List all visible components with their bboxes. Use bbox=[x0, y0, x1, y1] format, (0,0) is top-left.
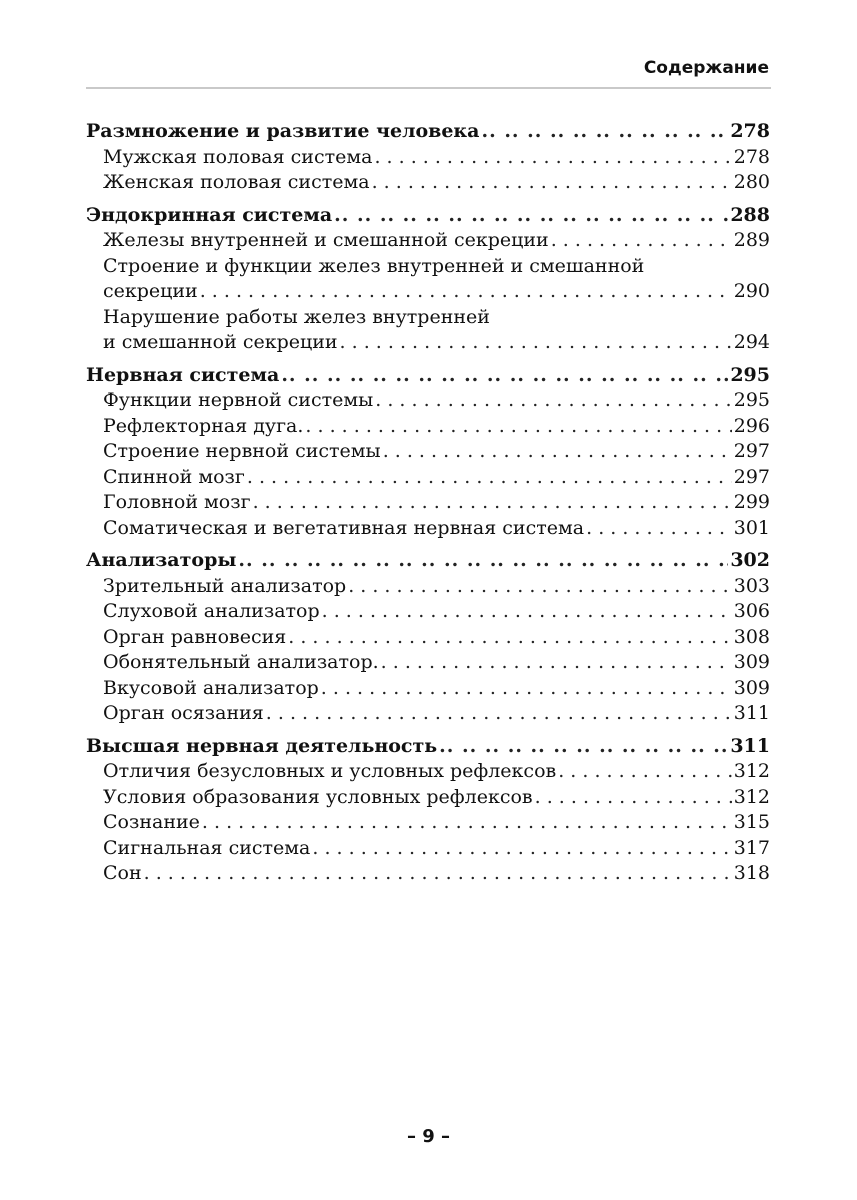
toc-heading-title: Нервная система bbox=[86, 363, 280, 386]
toc-item[interactable] bbox=[86, 490, 770, 516]
toc-item-page: 315 bbox=[733, 811, 770, 833]
dot-leader bbox=[586, 516, 732, 542]
dot-leader bbox=[551, 228, 732, 254]
toc-item[interactable] bbox=[86, 861, 770, 887]
toc-item-page: 278 bbox=[733, 145, 770, 168]
toc-item-title: Рефлекторная дуга. bbox=[103, 414, 304, 437]
toc-item-page: 312 bbox=[733, 760, 770, 782]
toc-heading-page: 311 bbox=[730, 734, 770, 757]
toc-item-page: 306 bbox=[733, 600, 770, 622]
dot-leader bbox=[200, 279, 732, 305]
toc-heading[interactable] bbox=[86, 203, 770, 229]
toc-item-title: Сон bbox=[103, 862, 142, 884]
toc-item-page: 299 bbox=[733, 491, 770, 513]
toc-heading-page: 302 bbox=[730, 549, 770, 571]
toc-item-page: 308 bbox=[733, 625, 770, 648]
toc-item-page: 296 bbox=[733, 414, 770, 437]
toc-item-page: 318 bbox=[733, 862, 770, 884]
toc-item-title: Слуховой анализатор bbox=[103, 600, 320, 622]
toc-heading-page: 295 bbox=[730, 363, 770, 386]
toc-item[interactable] bbox=[86, 676, 770, 702]
header-divider bbox=[86, 87, 771, 89]
toc-heading[interactable] bbox=[86, 548, 770, 574]
toc-item-title: Орган равновесия bbox=[103, 625, 287, 648]
dot-leader bbox=[238, 548, 728, 574]
toc-item[interactable] bbox=[86, 625, 770, 651]
page-number: – 9 – bbox=[406, 1126, 451, 1147]
dot-leader bbox=[202, 810, 732, 836]
table-of-contents bbox=[86, 119, 770, 894]
toc-item-title: секреции bbox=[103, 280, 198, 302]
toc-item-title: Железы внутренней и смешанной секреции bbox=[103, 229, 549, 251]
dot-leader bbox=[322, 599, 732, 625]
toc-item-title: Спинной мозг bbox=[103, 465, 245, 488]
toc-section bbox=[86, 203, 770, 356]
dot-leader bbox=[312, 836, 731, 862]
toc-item-page: 312 bbox=[733, 785, 770, 808]
toc-item[interactable] bbox=[86, 279, 770, 305]
toc-item[interactable] bbox=[86, 785, 770, 811]
toc-heading-title: Эндокринная система bbox=[86, 203, 333, 226]
toc-item-page: 309 bbox=[733, 676, 770, 699]
toc-item-title: Мужская половая система bbox=[103, 145, 373, 168]
toc-section bbox=[86, 363, 770, 542]
toc-section bbox=[86, 734, 770, 887]
dot-leader bbox=[305, 414, 731, 440]
dot-leader bbox=[288, 625, 731, 651]
toc-item-title: Обонятельный анализатор. bbox=[103, 651, 379, 673]
toc-item-page: 297 bbox=[733, 465, 770, 488]
toc-item-title: Сознание bbox=[103, 811, 200, 833]
dot-leader bbox=[253, 490, 732, 516]
toc-item-page: 311 bbox=[733, 702, 770, 724]
dot-leader bbox=[372, 170, 732, 196]
toc-item-page: 294 bbox=[733, 331, 770, 353]
toc-item-page: 289 bbox=[733, 229, 770, 251]
toc-item-title: Зрительный анализатор bbox=[103, 574, 347, 597]
toc-heading-title: Высшая нервная деятельность bbox=[86, 734, 438, 757]
toc-item-title: Головной мозг bbox=[103, 491, 251, 513]
toc-item[interactable] bbox=[86, 414, 770, 440]
toc-item[interactable] bbox=[86, 516, 770, 542]
toc-item[interactable] bbox=[86, 145, 770, 171]
toc-heading-title: Анализаторы bbox=[86, 549, 237, 571]
toc-item-page: 317 bbox=[733, 836, 770, 859]
toc-item[interactable] bbox=[86, 650, 770, 676]
dot-leader bbox=[481, 119, 728, 145]
toc-item[interactable] bbox=[86, 759, 770, 785]
dot-leader bbox=[266, 701, 732, 727]
dot-leader bbox=[247, 465, 732, 491]
toc-item-title: Соматическая и вегетативная нервная система bbox=[103, 516, 585, 539]
toc-heading[interactable] bbox=[86, 734, 770, 760]
dot-leader bbox=[381, 650, 732, 676]
toc-item-page: 295 bbox=[733, 389, 770, 411]
toc-item-page: 290 bbox=[733, 280, 770, 302]
toc-item-title: Строение нервной системы bbox=[103, 440, 381, 462]
dot-leader bbox=[334, 203, 728, 229]
toc-item-title: Сигнальная система bbox=[103, 836, 311, 859]
running-head: Содержание bbox=[643, 58, 769, 78]
dot-leader bbox=[375, 388, 731, 414]
toc-item[interactable] bbox=[86, 439, 770, 465]
toc-item-page: 297 bbox=[733, 440, 770, 462]
toc-item[interactable] bbox=[86, 170, 770, 196]
toc-item[interactable] bbox=[86, 599, 770, 625]
dot-leader bbox=[535, 785, 732, 811]
toc-item-title: Функции нервной системы bbox=[103, 389, 374, 411]
toc-item-title-line: Строение и функции желез внутренней и смешанной bbox=[103, 254, 645, 277]
toc-item[interactable] bbox=[86, 330, 770, 356]
dot-leader bbox=[348, 574, 732, 600]
toc-heading-page: 278 bbox=[730, 120, 770, 142]
toc-heading[interactable] bbox=[86, 119, 770, 145]
dot-leader bbox=[558, 759, 732, 785]
toc-item-title: и смешанной секреции bbox=[103, 331, 338, 353]
toc-item[interactable] bbox=[86, 228, 770, 254]
toc-item[interactable] bbox=[86, 836, 770, 862]
toc-item-title: Вкусовой анализатор bbox=[103, 676, 319, 699]
toc-item[interactable] bbox=[86, 465, 770, 491]
dot-leader bbox=[383, 439, 732, 465]
toc-heading-page: 288 bbox=[730, 203, 770, 226]
toc-item[interactable] bbox=[86, 574, 770, 600]
toc-item[interactable] bbox=[86, 810, 770, 836]
toc-heading[interactable] bbox=[86, 363, 770, 389]
dot-leader bbox=[321, 676, 732, 702]
toc-item-page: 309 bbox=[733, 651, 770, 673]
dot-leader bbox=[439, 734, 728, 760]
toc-section bbox=[86, 548, 770, 727]
dot-leader bbox=[281, 363, 728, 389]
toc-item-title: Орган осязания bbox=[103, 702, 264, 724]
toc-item-title: Условия образования условных рефлексов bbox=[103, 785, 533, 808]
toc-item-page: 280 bbox=[733, 171, 770, 193]
toc-item[interactable] bbox=[86, 388, 770, 414]
toc-heading-title: Размножение и развитие человека bbox=[86, 120, 480, 142]
dot-leader bbox=[340, 330, 732, 356]
toc-item-page: 301 bbox=[733, 516, 770, 539]
dot-leader bbox=[374, 145, 731, 171]
toc-item-title: Отличия безусловных и условных рефлексов bbox=[103, 760, 557, 782]
toc-item-page: 303 bbox=[733, 574, 770, 597]
dot-leader bbox=[144, 861, 732, 887]
toc-item-title: Женская половая система bbox=[103, 171, 370, 193]
toc-section bbox=[86, 119, 770, 196]
toc-item-title-line: Нарушение работы желез внутренней bbox=[103, 305, 490, 328]
toc-item[interactable] bbox=[86, 701, 770, 727]
